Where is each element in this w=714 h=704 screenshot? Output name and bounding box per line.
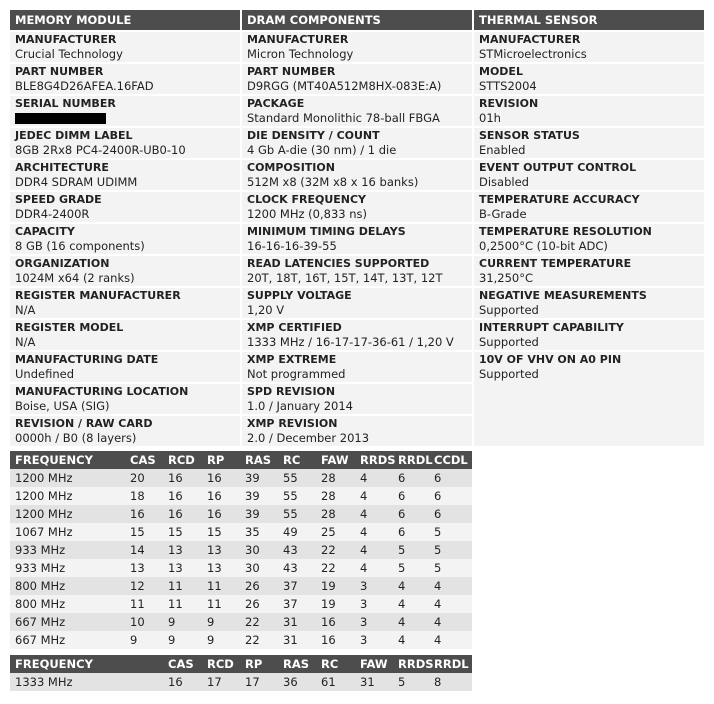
field-label: SPEED GRADE [15, 193, 102, 206]
field-revision [474, 94, 704, 126]
field-label: SPD REVISION [247, 385, 336, 398]
cell-rrdl: 4 [398, 633, 406, 647]
cell-faw: 19 [321, 597, 336, 611]
field-label: REVISION / RAW CARD [15, 417, 153, 430]
field-event-output-control [474, 158, 704, 190]
column-header-rrdl: RRDL [434, 657, 469, 671]
field-label: JEDEC DIMM LABEL [15, 129, 133, 142]
field-label: TEMPERATURE RESOLUTION [479, 225, 652, 238]
table-header-row [10, 451, 472, 469]
field-value: Disabled [479, 175, 529, 189]
field-die-density-count [242, 126, 472, 158]
field-label: MANUFACTURER [247, 33, 349, 46]
column-header-cas: CAS [130, 453, 156, 467]
field-xmp-certified [242, 318, 472, 350]
field-label: MANUFACTURER [15, 33, 117, 46]
field-register-manufacturer [10, 286, 240, 318]
table-row [10, 523, 472, 541]
cell-rrds: 3 [360, 615, 368, 629]
table-row [10, 559, 472, 577]
cell-faw: 16 [321, 615, 336, 629]
field-label: SENSOR STATUS [479, 129, 580, 142]
field-value: Supported [479, 367, 539, 381]
field-label: CLOCK FREQUENCY [247, 193, 367, 206]
field-label: PART NUMBER [15, 65, 104, 78]
field-label: PACKAGE [247, 97, 305, 110]
field-10v-of-vhv-on-a0-pin [474, 350, 704, 382]
field-minimum-timing-delays [242, 222, 472, 254]
field-label: MANUFACTURER [479, 33, 581, 46]
field-value: DDR4 SDRAM UDIMM [15, 175, 138, 189]
cell-ras: 36 [283, 675, 298, 689]
column-header-ccdl: CCDL [434, 453, 468, 467]
field-value: STTS2004 [479, 79, 537, 93]
field-supply-voltage [242, 286, 472, 318]
field-value: 1,20 V [247, 303, 285, 317]
column-header-rrds: RRDS [360, 453, 396, 467]
field-label: SERIAL NUMBER [15, 97, 116, 110]
cell-cas: 15 [130, 525, 145, 539]
cell-frequency: 933 MHz [15, 561, 66, 575]
cell-rcd: 11 [168, 579, 183, 593]
cell-ccdl: 6 [434, 471, 442, 485]
field-label: REGISTER MANUFACTURER [15, 289, 181, 302]
cell-rcd: 17 [207, 675, 222, 689]
cell-rp: 13 [207, 561, 222, 575]
field-value: 512M x8 (32M x8 x 16 banks) [247, 175, 419, 189]
cell-ras: 22 [245, 615, 260, 629]
field-value: 8 GB (16 components) [15, 239, 145, 253]
cell-rrds: 3 [360, 633, 368, 647]
cell-rp: 9 [207, 633, 215, 647]
column-header-ras: RAS [245, 453, 272, 467]
column-header-rc: RC [283, 453, 301, 467]
cell-ras: 30 [245, 561, 260, 575]
table-row [10, 505, 472, 523]
cell-cas: 9 [130, 633, 138, 647]
field-label: SUPPLY VOLTAGE [247, 289, 352, 302]
cell-faw: 22 [321, 543, 336, 557]
field-value: Undefined [15, 367, 74, 381]
field-value: Crucial Technology [15, 47, 123, 61]
cell-rrds: 4 [360, 471, 368, 485]
field-value: 31,250°C [479, 271, 534, 285]
cell-rc: 55 [283, 471, 298, 485]
cell-rc: 31 [283, 615, 298, 629]
field-value: Not programmed [247, 367, 346, 381]
table-row [10, 577, 472, 595]
field-label: ARCHITECTURE [15, 161, 109, 174]
table-row [10, 613, 472, 631]
cell-ccdl: 4 [434, 633, 442, 647]
field-value: 1024M x64 (2 ranks) [15, 271, 135, 285]
cell-cas: 20 [130, 471, 145, 485]
cell-rrds: 4 [360, 489, 368, 503]
field-value: 2.0 / December 2013 [247, 431, 370, 445]
field-value: 0000h / B0 (8 layers) [15, 431, 137, 445]
field-manufacturing-date [10, 350, 240, 382]
field-serial-number [10, 94, 240, 126]
cell-rrds: 3 [360, 597, 368, 611]
field-label: ORGANIZATION [15, 257, 110, 270]
cell-rrds: 4 [360, 561, 368, 575]
field-value: STMicroelectronics [479, 47, 587, 61]
cell-ras: 39 [245, 471, 260, 485]
field-value: BLE8G4D26AFEA.16FAD [15, 79, 154, 93]
cell-rp: 13 [207, 543, 222, 557]
cell-faw: 25 [321, 525, 336, 539]
cell-rcd: 15 [168, 525, 183, 539]
field-xmp-extreme [242, 350, 472, 382]
column-header-rcd: RCD [168, 453, 195, 467]
cell-rp: 11 [207, 597, 222, 611]
cell-rcd: 16 [168, 507, 183, 521]
field-label: MODEL [479, 65, 523, 78]
cell-cas: 14 [130, 543, 145, 557]
cell-rrdl: 6 [398, 471, 406, 485]
cell-rrds: 4 [360, 507, 368, 521]
field-part-number [242, 62, 472, 94]
cell-rc: 49 [283, 525, 298, 539]
cell-rrds: 5 [398, 675, 406, 689]
field-capacity [10, 222, 240, 254]
cell-ras: 26 [245, 579, 260, 593]
field-read-latencies-supported [242, 254, 472, 286]
cell-faw: 28 [321, 507, 336, 521]
field-value: 4 Gb A-die (30 nm) / 1 die [247, 143, 397, 157]
field-label: CAPACITY [15, 225, 75, 238]
cell-rp: 9 [207, 615, 215, 629]
cell-frequency: 1200 MHz [15, 489, 73, 503]
cell-rrdl: 4 [398, 597, 406, 611]
field-composition [242, 158, 472, 190]
field-model [474, 62, 704, 94]
cell-frequency: 800 MHz [15, 579, 66, 593]
cell-rc: 37 [283, 579, 298, 593]
cell-rp: 11 [207, 579, 222, 593]
cell-faw: 31 [360, 675, 375, 689]
cell-cas: 11 [130, 597, 145, 611]
field-label: XMP CERTIFIED [247, 321, 342, 334]
field-value: 01h [479, 111, 501, 125]
field-label: DIE DENSITY / COUNT [247, 129, 380, 142]
field-label: MANUFACTURING LOCATION [15, 385, 189, 398]
cell-frequency: 1200 MHz [15, 507, 73, 521]
column-header-rc: RC [321, 657, 339, 671]
cell-rc: 37 [283, 597, 298, 611]
column-header-cas: CAS [168, 657, 194, 671]
cell-cas: 13 [130, 561, 145, 575]
cell-frequency: 1333 MHz [15, 675, 73, 689]
column-header-faw: FAW [360, 657, 388, 671]
field-speed-grade [10, 190, 240, 222]
xmp-timings-table [10, 655, 472, 691]
field-value: 0,2500°C (10-bit ADC) [479, 239, 608, 253]
field-label: NEGATIVE MEASUREMENTS [479, 289, 647, 302]
field-value: 8GB 2Rx8 PC4-2400R-UB0-10 [15, 143, 186, 157]
field-value: Boise, USA (SIG) [15, 399, 110, 413]
field-value: 16-16-16-39-55 [247, 239, 337, 253]
field-package [242, 94, 472, 126]
field-value: B-Grade [479, 207, 527, 221]
field-register-model [10, 318, 240, 350]
cell-rrdl: 4 [398, 579, 406, 593]
cell-rc: 43 [283, 543, 298, 557]
field-manufacturer [10, 30, 240, 62]
table-header-row [10, 655, 472, 673]
cell-rcd: 9 [168, 633, 176, 647]
cell-rc: 61 [321, 675, 336, 689]
field-label: XMP EXTREME [247, 353, 337, 366]
column-header-rrdl: RRDL [398, 453, 433, 467]
cell-ras: 35 [245, 525, 260, 539]
column-header-rcd: RCD [207, 657, 234, 671]
column-header-rp: RP [245, 657, 263, 671]
field-negative-measurements [474, 286, 704, 318]
field-value: Supported [479, 303, 539, 317]
field-manufacturing-location [10, 382, 240, 414]
field-manufacturer [474, 30, 704, 62]
column-header-frequency: FREQUENCY [15, 657, 93, 671]
field-label: EVENT OUTPUT CONTROL [479, 161, 637, 174]
field-value: D9RGG (MT40A512M8HX-083E:A) [247, 79, 442, 93]
cell-frequency: 667 MHz [15, 633, 66, 647]
cell-faw: 28 [321, 471, 336, 485]
field-organization [10, 254, 240, 286]
cell-ccdl: 6 [434, 507, 442, 521]
field-label: TEMPERATURE ACCURACY [479, 193, 640, 206]
column-header-faw: FAW [321, 453, 349, 467]
field-manufacturer [242, 30, 472, 62]
field-xmp-revision [242, 414, 472, 446]
cell-faw: 22 [321, 561, 336, 575]
cell-rp: 15 [207, 525, 222, 539]
cell-ras: 39 [245, 489, 260, 503]
field-interrupt-capability [474, 318, 704, 350]
table-row [10, 487, 472, 505]
cell-faw: 16 [321, 633, 336, 647]
cell-ras: 26 [245, 597, 260, 611]
cell-rc: 55 [283, 489, 298, 503]
cell-rrds: 3 [360, 579, 368, 593]
cell-rc: 43 [283, 561, 298, 575]
cell-ras: 39 [245, 507, 260, 521]
cell-rcd: 16 [168, 471, 183, 485]
thermal-sensor-column [474, 10, 704, 446]
cell-ccdl: 4 [434, 615, 442, 629]
field-label: XMP REVISION [247, 417, 338, 430]
cell-ccdl: 6 [434, 489, 442, 503]
cell-cas: 12 [130, 579, 145, 593]
field-value: N/A [15, 335, 36, 349]
cell-faw: 28 [321, 489, 336, 503]
field-value: Supported [479, 335, 539, 349]
field-value: 1333 MHz / 16-17-17-36-61 / 1,20 V [247, 335, 454, 349]
column-header-rp: RP [207, 453, 225, 467]
field-part-number [10, 62, 240, 94]
field-sensor-status [474, 126, 704, 158]
column-header-frequency: FREQUENCY [15, 453, 93, 467]
cell-rp: 17 [245, 675, 260, 689]
cell-rp: 16 [207, 489, 222, 503]
field-temperature-accuracy [474, 190, 704, 222]
dram-components-column [242, 10, 472, 446]
field-value: 1200 MHz (0,833 ns) [247, 207, 368, 221]
cell-rrdl: 6 [398, 489, 406, 503]
redacted-serial-block [15, 113, 106, 124]
field-label: MINIMUM TIMING DELAYS [247, 225, 406, 238]
cell-rrdl: 5 [398, 543, 406, 557]
field-value: Standard Monolithic 78-ball FBGA [247, 111, 440, 125]
column-header-rrds: RRDS [398, 657, 434, 671]
cell-rrdl: 5 [398, 561, 406, 575]
cell-rcd: 16 [168, 489, 183, 503]
field-value: N/A [15, 303, 36, 317]
thermal-sensor-header: THERMAL SENSOR [474, 10, 704, 30]
memory-module-column [10, 10, 240, 446]
field-value: 20T, 18T, 16T, 15T, 14T, 13T, 12T [247, 271, 443, 285]
table-row [10, 469, 472, 487]
cell-cas: 16 [130, 507, 145, 521]
cell-cas: 10 [130, 615, 145, 629]
cell-ccdl: 5 [434, 561, 442, 575]
cell-ccdl: 4 [434, 579, 442, 593]
cell-rp: 16 [207, 507, 222, 521]
cell-rrds: 4 [360, 543, 368, 557]
field-temperature-resolution [474, 222, 704, 254]
cell-rcd: 9 [168, 615, 176, 629]
spd-info-panel [10, 10, 704, 446]
field-spd-revision [242, 382, 472, 414]
cell-frequency: 667 MHz [15, 615, 66, 629]
table-row [10, 673, 472, 691]
cell-ras: 30 [245, 543, 260, 557]
field-value: DDR4-2400R [15, 207, 90, 221]
field-label: REGISTER MODEL [15, 321, 124, 334]
field-label: PART NUMBER [247, 65, 336, 78]
field-label: COMPOSITION [247, 161, 335, 174]
cell-faw: 19 [321, 579, 336, 593]
cell-rcd: 11 [168, 597, 183, 611]
cell-rrdl: 8 [434, 675, 442, 689]
cell-rrds: 4 [360, 525, 368, 539]
cell-frequency: 800 MHz [15, 597, 66, 611]
field-clock-frequency [242, 190, 472, 222]
field-value: 1.0 / January 2014 [247, 399, 353, 413]
cell-rrdl: 4 [398, 615, 406, 629]
field-revision-raw-card [10, 414, 240, 446]
cell-rp: 16 [207, 471, 222, 485]
cell-ccdl: 4 [434, 597, 442, 611]
cell-frequency: 1200 MHz [15, 471, 73, 485]
table-row [10, 541, 472, 559]
field-architecture [10, 158, 240, 190]
field-label: REVISION [479, 97, 539, 110]
field-label: CURRENT TEMPERATURE [479, 257, 632, 270]
field-label: INTERRUPT CAPABILITY [479, 321, 624, 334]
memory-module-header: MEMORY MODULE [10, 10, 240, 30]
cell-ccdl: 5 [434, 543, 442, 557]
table-row [10, 595, 472, 613]
field-value: Micron Technology [247, 47, 354, 61]
cell-ras: 22 [245, 633, 260, 647]
jedec-timings-table [10, 451, 472, 649]
cell-rcd: 13 [168, 561, 183, 575]
cell-rc: 31 [283, 633, 298, 647]
field-label: 10V OF VHV ON A0 PIN [479, 353, 622, 366]
cell-ccdl: 5 [434, 525, 442, 539]
cell-frequency: 1067 MHz [15, 525, 73, 539]
field-value: Enabled [479, 143, 526, 157]
cell-rrdl: 6 [398, 525, 406, 539]
table-row [10, 631, 472, 649]
field-jedec-dimm-label [10, 126, 240, 158]
cell-rcd: 13 [168, 543, 183, 557]
column-header-ras: RAS [283, 657, 310, 671]
field-label: READ LATENCIES SUPPORTED [247, 257, 430, 270]
cell-cas: 18 [130, 489, 145, 503]
dram-components-header: DRAM COMPONENTS [242, 10, 472, 30]
field-label: MANUFACTURING DATE [15, 353, 159, 366]
cell-rc: 55 [283, 507, 298, 521]
cell-frequency: 933 MHz [15, 543, 66, 557]
cell-rrdl: 6 [398, 507, 406, 521]
cell-cas: 16 [168, 675, 183, 689]
field-current-temperature [474, 254, 704, 286]
